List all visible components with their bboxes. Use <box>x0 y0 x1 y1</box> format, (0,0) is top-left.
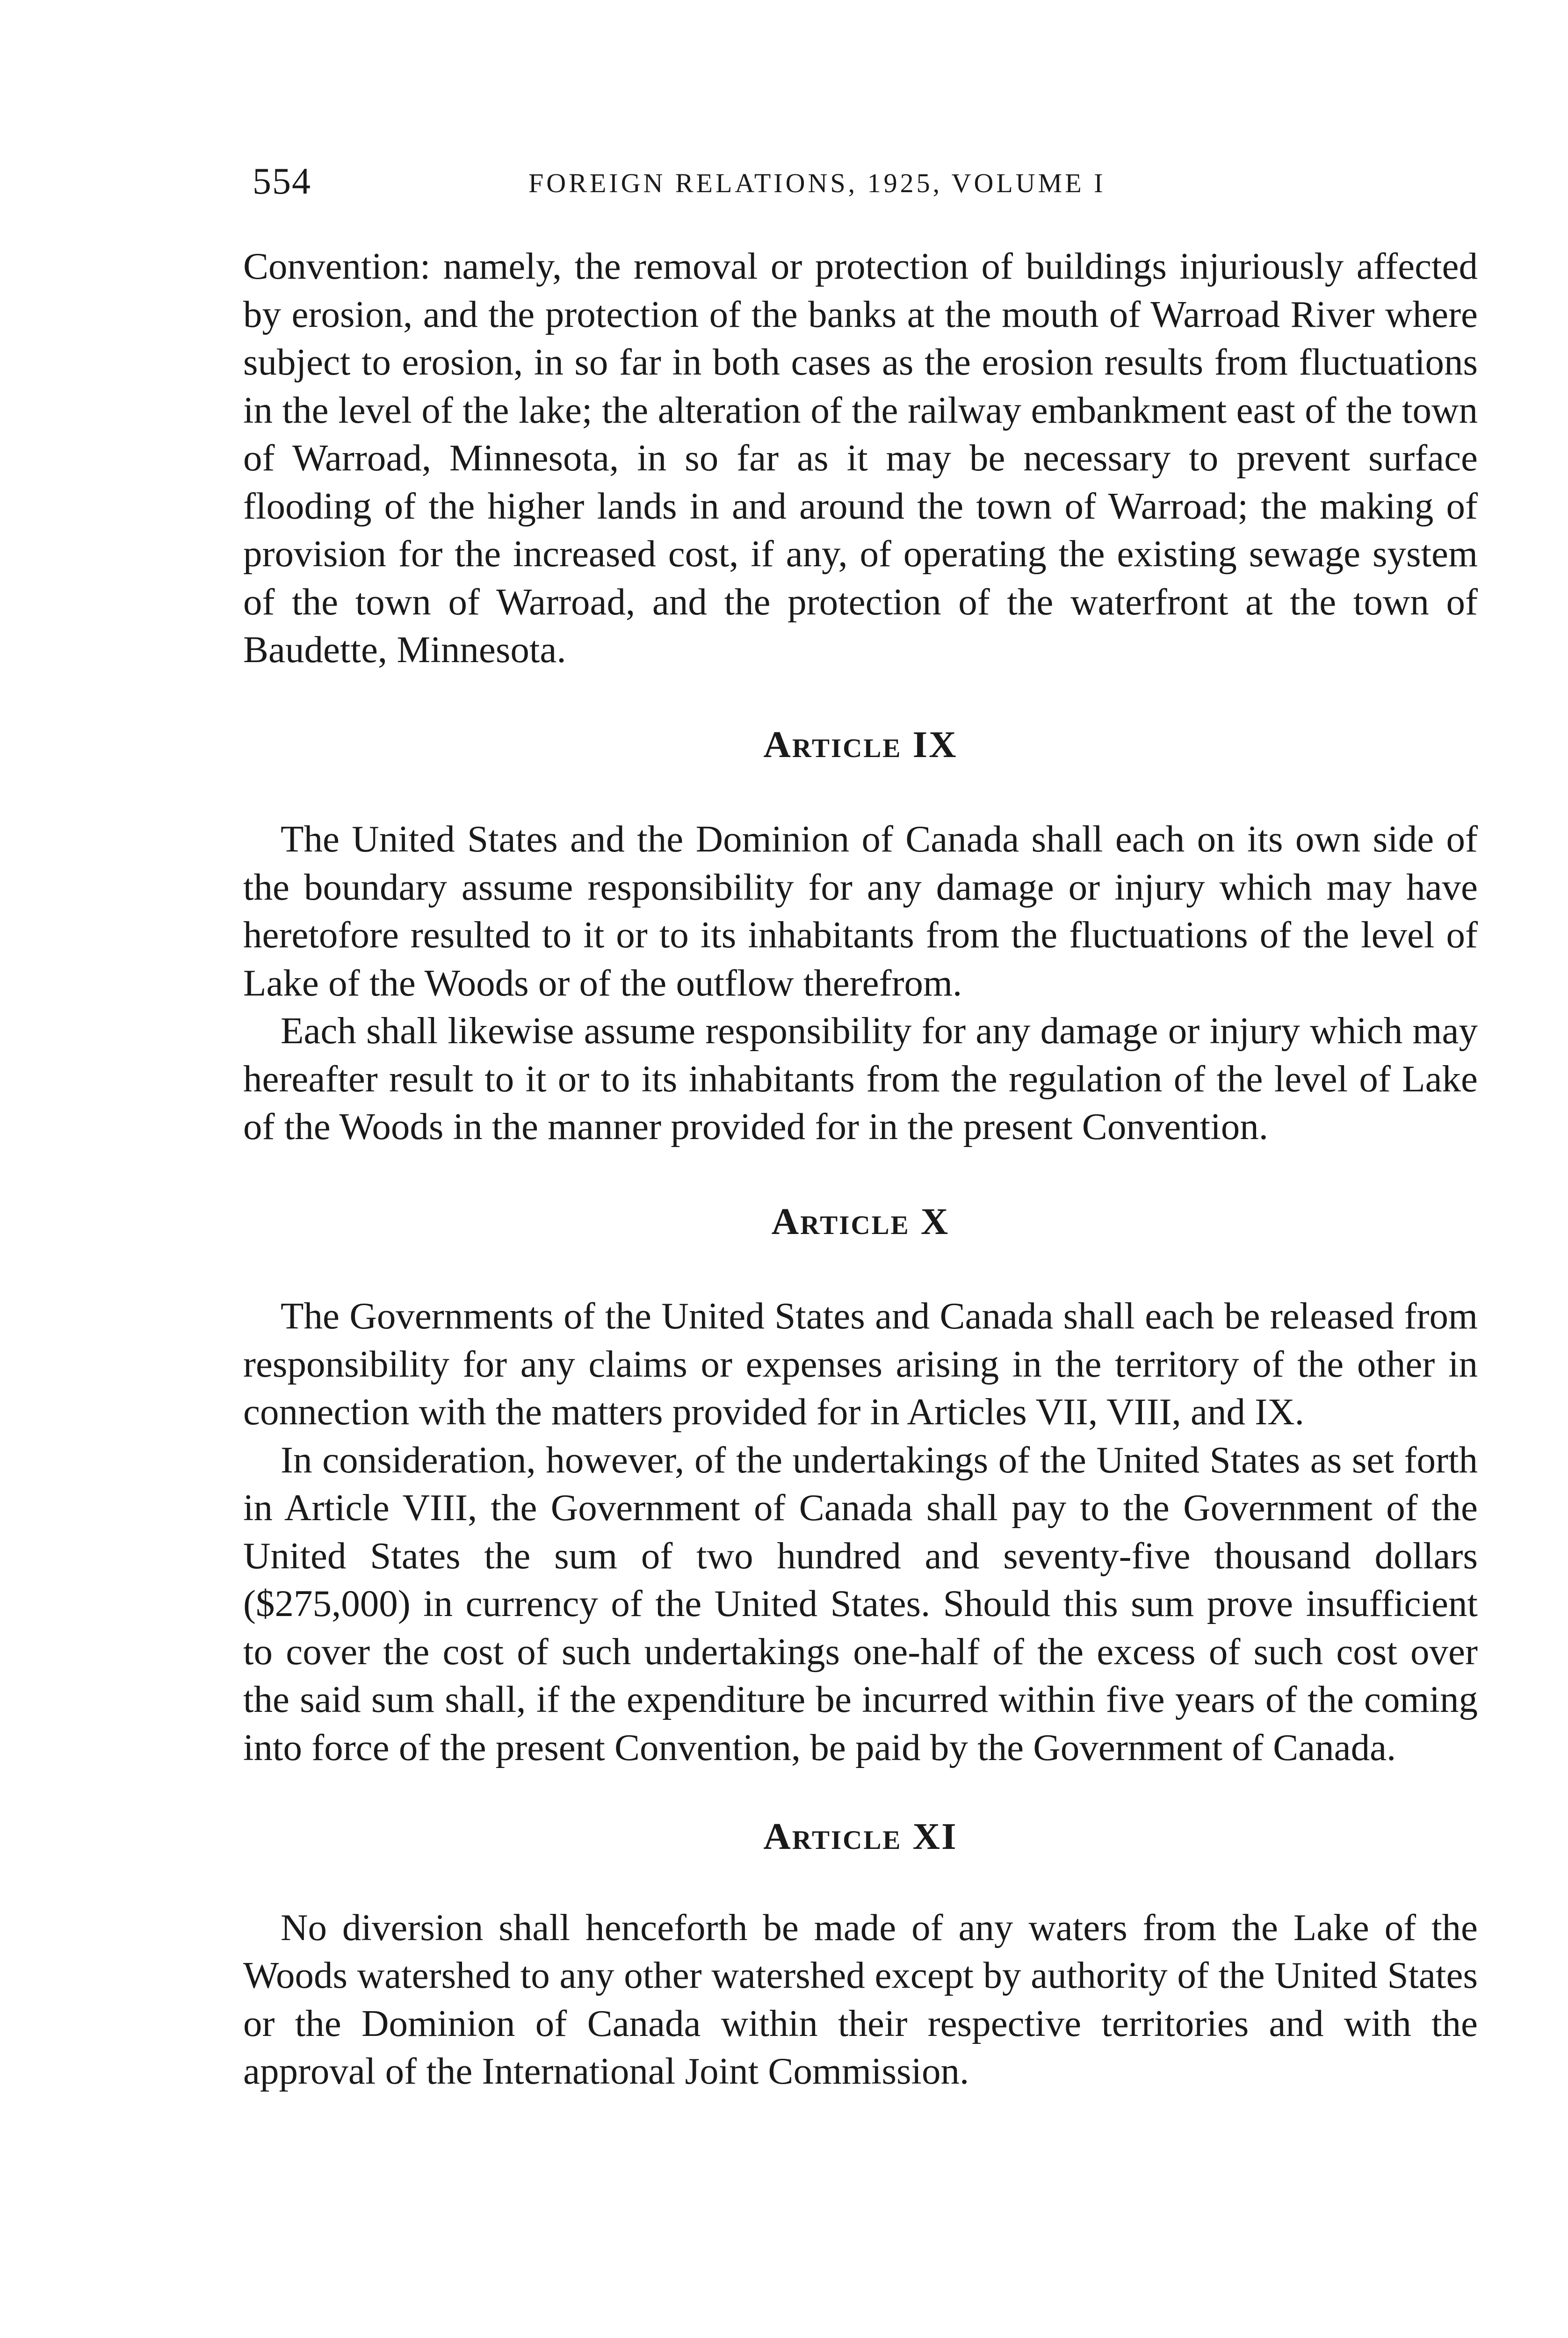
page-number: 554 <box>253 161 311 202</box>
spacer <box>243 1245 1478 1292</box>
article-ix-paragraph-2: Each shall likewise assume responsibility for any damage or injury which may hereafter result to it or to its inhabitants from the regulation of the level of Lake of the Woods in the manner provided for in the present Convention. <box>243 1010 1478 1147</box>
running-title: FOREIGN RELATIONS, 1925, VOLUME I <box>528 168 1106 198</box>
article-ix-heading: Article IX <box>763 723 958 765</box>
spacer <box>243 1771 1478 1812</box>
article-xi-heading: Article XI <box>763 1815 958 1857</box>
article-xi-paragraph-1: No diversion shall henceforth be made of any waters from the Lake of the Woods watershed to any other watershed except by authority of the United States or the Dominion of Canada within their respective territories and with the approval of the International Joint Commission. <box>243 1906 1478 2092</box>
article-x-paragraph-2: In consideration, however, of the undertakings of the United States as set forth in Article VIII, the Government of Canada shall pay to the Government of the United States the sum of two hundred and seventy-five thousand dollars ($275,000) in currency of the United States. Should this sum prove insufficient to cover the cost of such undertakings one-half of the excess of such cost over the said sum shall, if the expenditure be incurred within five years of the coming into force of the present Convention, be paid by the Government of Canada. <box>243 1438 1478 1768</box>
article-ix-paragraph-1: The United States and the Dominion of Canada shall each on its own side of the boundary assume responsibility for any damage or injury which may have heretofore resulted to it or to its inhabitants from the fluctuations of the level of Lake of the Woods or of the outflow therefrom. <box>243 818 1478 1004</box>
spacer <box>243 1151 1478 1198</box>
article-x-paragraph-1: The Governments of the United States and Canada shall each be released from responsibility for any claims or expenses arising in the territory of the other in connection with the matters provided for in Articles VII, VIII, and IX. <box>243 1295 1478 1433</box>
continued-paragraph: Convention: namely, the removal or protection of buildings injuriously affected by erosion, and the protection of the banks at the mouth of Warroad River where subject to erosion, in so far in both cases as the erosion results from fluctuations in the level of the lake; the alteration of the railway embankment east of the town of Warroad, Minnesota, in so far as it may be necessary to prevent surface flooding of the higher lands in and around the town of Warroad; the making of provision for the increased cost, if any, of operating the existing sewage system of the town of Warroad, and the protection of the waterfront at the town of Baudette, Minnesota. <box>243 245 1478 671</box>
document-body <box>243 242 1478 2095</box>
spacer <box>243 674 1478 721</box>
spacer <box>243 1861 1478 1904</box>
page-header <box>253 158 1244 209</box>
article-x-heading: Article X <box>771 1200 950 1242</box>
spacer <box>243 768 1478 815</box>
